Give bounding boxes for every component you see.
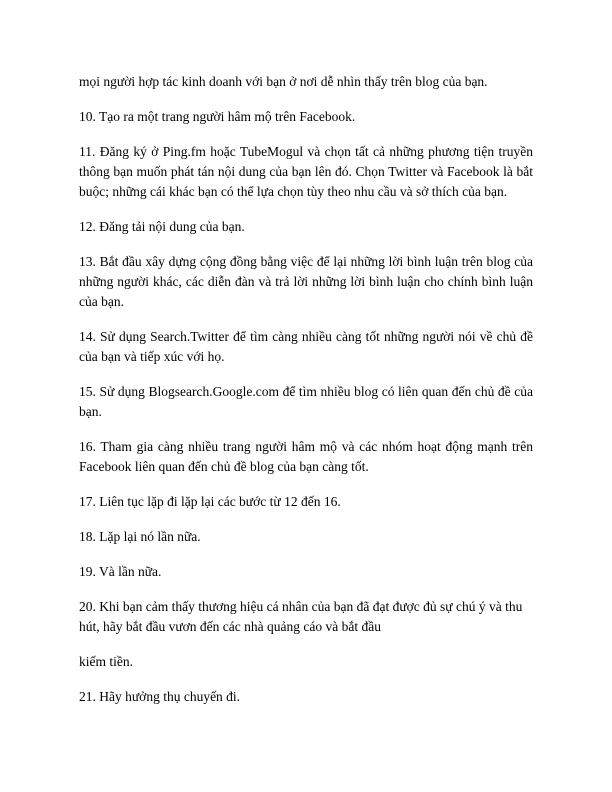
- document-page: [79, 72, 533, 722]
- list-item-13: 13. Bắt đầu xây dựng cộng đồng bằng việc để lại những lời bình luận trên blog của những người khác, các diễn đàn và trả lời những lời bình luận cho chính bình luận của bạn.: [79, 254, 533, 309]
- list-item-14: 14. Sử dụng Search.Twitter để tìm càng nhiều càng tốt những người nói về chủ đề của bạn và tiếp xúc với họ.: [79, 329, 533, 364]
- list-item-19: 19. Và lần nữa.: [79, 564, 162, 579]
- list-item-17: 17. Liên tục lặp đi lặp lại các bước từ 12 đến 16.: [79, 494, 341, 509]
- list-item-20: 20. Khi bạn cảm thấy thương hiệu cá nhân của bạn đã đạt được đủ sự chú ý và thu hút, hãy bắt đầu vươn đến các nhà quảng cáo và bắt đầu: [79, 599, 523, 634]
- list-item-11: 11. Đăng ký ở Ping.fm hoặc TubeMogul và chọn tất cả những phương tiện truyền thông bạn muốn phát tán nội dung của bạn lên đó. Chọn Twitter và Facebook là bắt buộc; những cái khác bạn có thể lựa chọn tùy theo nhu cầu và sở thích của bạn.: [79, 144, 533, 199]
- list-item-12: 12. Đăng tải nội dung của bạn.: [79, 219, 245, 234]
- list-item-15: 15. Sử dụng Blogsearch.Google.com để tìm nhiều blog có liên quan đến chủ đề của bạn.: [79, 384, 533, 419]
- list-item-18: 18. Lặp lại nó lần nữa.: [79, 529, 201, 544]
- list-item-16: 16. Tham gia càng nhiều trang người hâm mộ và các nhóm hoạt động mạnh trên Facebook liên quan đến chủ đề blog của bạn càng tốt.: [79, 439, 533, 474]
- list-item-10: 10. Tạo ra một trang người hâm mộ trên Facebook.: [79, 109, 356, 124]
- list-item-20-continuation: kiếm tiền.: [79, 654, 133, 669]
- list-item-21: 21. Hãy hưởng thụ chuyến đi.: [79, 689, 241, 704]
- paragraph-continuation: mọi người hợp tác kinh doanh với bạn ở nơi dễ nhìn thấy trên blog của bạn.: [79, 74, 488, 89]
